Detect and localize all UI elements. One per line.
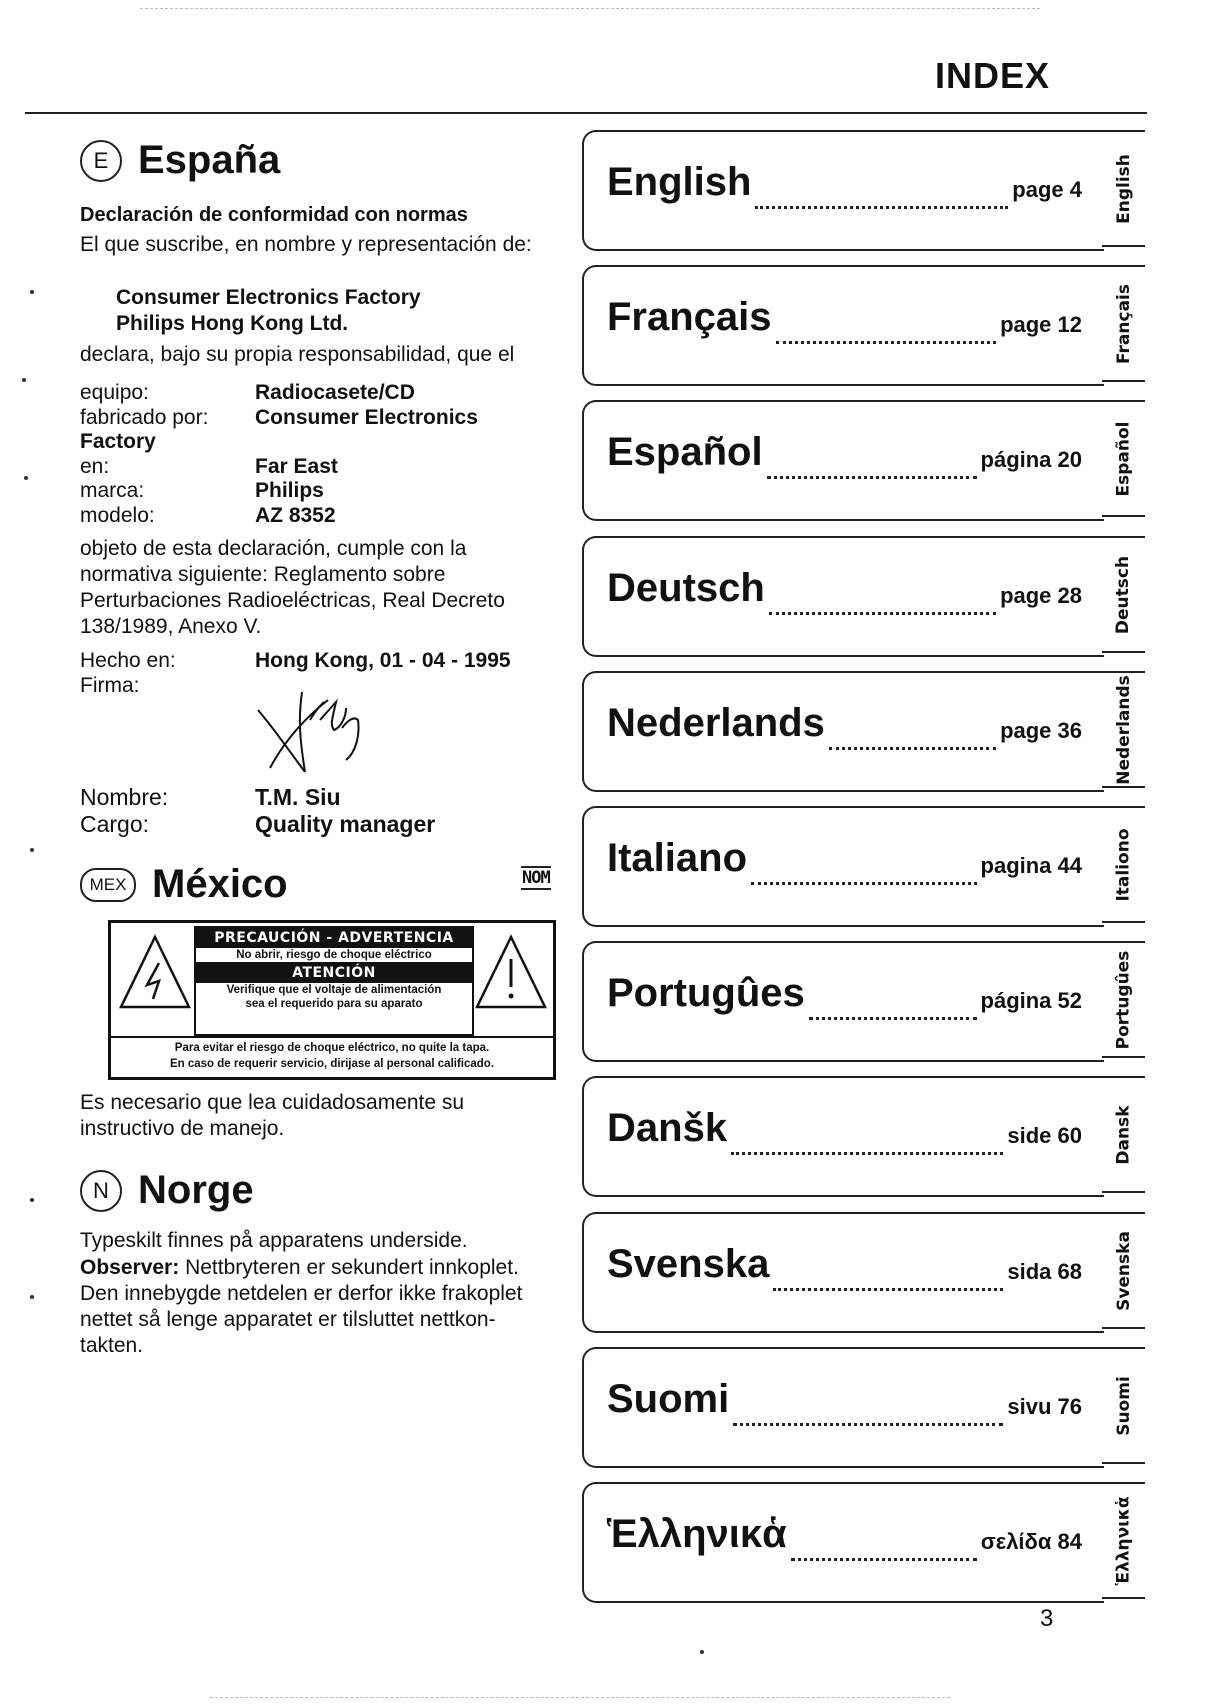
side-text: Español: [1113, 421, 1134, 496]
tab-side-label: [1102, 671, 1145, 788]
tab-leader-dots: [751, 882, 976, 885]
firma-label: Firma:: [80, 674, 140, 697]
tab-page: pagina 44: [980, 853, 1082, 878]
tab-page: σελίδα 84: [980, 1529, 1082, 1554]
language-tab[interactable]: [582, 806, 1145, 923]
scan-bottom-edge: [210, 1697, 950, 1698]
nom-mark: NOM: [522, 868, 550, 888]
spain-title: España: [138, 138, 281, 182]
field-value: Radiocasete/CD: [255, 381, 415, 404]
language-tab[interactable]: [582, 671, 1145, 788]
scan-speck: [30, 1198, 34, 1202]
tab-leader-dots: [755, 206, 1008, 209]
nombre-value: T.M. Siu: [255, 784, 341, 810]
tab-page: página 20: [980, 447, 1082, 472]
side-text: Deutsch: [1113, 555, 1134, 634]
mexico-text: Es necesario que lea cuidadosamente su instructivo de manejo.: [80, 1091, 465, 1140]
spain-company-line1: Consumer Electronics Factory: [116, 286, 421, 309]
spain-heading: [80, 138, 280, 183]
tab-language: Danšk: [607, 1106, 728, 1150]
tab-leader-dots: [731, 1152, 1003, 1155]
observer-label: Observer:: [80, 1256, 180, 1279]
country-badge-mex: MEX: [80, 868, 136, 902]
shock-warning-icon: [117, 933, 193, 1013]
tab-leader-dots: [776, 341, 997, 344]
side-text: Svenska: [1113, 1230, 1134, 1311]
tab-page: page 12: [1000, 312, 1082, 337]
tab-page: sivu 76: [1007, 1394, 1082, 1419]
header-rule: [25, 112, 1147, 114]
tab-page: page 28: [1000, 583, 1082, 608]
tab-page: página 52: [980, 988, 1082, 1013]
mexico-title: México: [152, 862, 288, 906]
field-label: marca:: [80, 479, 145, 502]
spain-objeto: objeto de esta declaración, cumple con la normativa siguiente: Reglamento sobre Perturbaciones Radioeléctricas, Real Decreto 138/1989, Anexo V.: [80, 537, 505, 638]
tab-leader-dots: [791, 1558, 977, 1561]
language-tab[interactable]: [582, 536, 1145, 653]
field-label: Factory: [80, 430, 156, 453]
tab-leader-dots: [769, 612, 996, 615]
scan-speck: [30, 1295, 34, 1299]
spain-declaration-heading: Declaración de conformidad con normas: [80, 204, 468, 226]
scan-speck: [22, 378, 26, 382]
cargo-label: Cargo:: [80, 811, 150, 837]
tab-page: sida 68: [1007, 1259, 1082, 1284]
tab-language: Español: [607, 430, 763, 474]
side-text: English: [1113, 153, 1134, 224]
norway-heading: [80, 1168, 254, 1213]
warning-line2: Verifique que el voltaje de alimentación: [226, 984, 442, 996]
tab-language: Italiano: [607, 836, 748, 880]
language-tab[interactable]: [582, 130, 1145, 247]
spain-intro: El que suscribe, en nombre y representación de:: [80, 233, 532, 256]
tab-leader-dots: [829, 747, 996, 750]
tab-language: Ἑλληνικἁ: [607, 1512, 787, 1556]
tab-language: English: [607, 160, 752, 204]
tab-language: Suomi: [607, 1377, 730, 1421]
warning-foot2: En caso de requerir servicio, dirijase al personal calificado.: [169, 1058, 495, 1070]
hecho-value: Hong Kong, 01 - 04 - 1995: [255, 649, 511, 672]
language-tab[interactable]: [582, 1076, 1145, 1193]
scan-speck: [700, 1650, 704, 1654]
warning-band-precaucion: PRECAUCIÓN - ADVERTENCIA: [196, 928, 472, 948]
tab-side-label: [1102, 1347, 1145, 1464]
warning-foot1: Para evitar el riesgo de choque eléctrico, no quite la tapa.: [174, 1042, 490, 1054]
tab-side-label: [1102, 536, 1145, 653]
tab-side-label: [1102, 941, 1145, 1058]
side-text: Dansk: [1113, 1104, 1134, 1165]
tab-side-label: [1102, 806, 1145, 923]
field-label: fabricado por:: [80, 405, 209, 429]
tab-leader-dots: [733, 1423, 1003, 1426]
tab-page: page 4: [1012, 177, 1082, 202]
page-title: INDEX: [935, 55, 1051, 96]
side-text: Italiono: [1113, 827, 1134, 902]
spain-company-line2: Philips Hong Kong Ltd.: [116, 312, 349, 335]
tab-language: Portugûes: [607, 971, 805, 1015]
tab-language: Svenska: [607, 1242, 770, 1286]
scan-speck: [30, 848, 34, 852]
warning-center: [194, 926, 474, 1036]
language-tab[interactable]: [582, 400, 1145, 517]
field-value: Philips: [255, 479, 324, 502]
tab-side-label: [1102, 265, 1145, 382]
tab-language: Français: [607, 295, 772, 339]
tab-language: Nederlands: [607, 701, 825, 745]
observer-text: Nettbryteren er sekundert innkoplet. Den innebygde netdelen er derfor ikke frakoplet nettet så lenge apparatet er tilsluttet nettkon-takten.: [80, 1256, 523, 1357]
mexico-heading: [80, 862, 288, 907]
cargo-value: Quality manager: [255, 811, 436, 837]
norway-title: Norge: [138, 1168, 254, 1212]
warning-line1: No abrir, riesgo de choque eléctrico: [196, 948, 472, 963]
side-text: Portugûes: [1113, 950, 1134, 1049]
tab-side-label: [1102, 1076, 1145, 1193]
country-badge-e: E: [80, 140, 122, 182]
nombre-label: Nombre:: [80, 784, 169, 810]
field-label: equipo:: [80, 381, 149, 404]
scan-top-edge: [140, 8, 1040, 9]
field-value: Consumer Electronics: [255, 405, 478, 429]
tab-leader-dots: [773, 1288, 1003, 1291]
tab-side-label: [1102, 400, 1145, 517]
tab-side-label: [1102, 130, 1145, 247]
tab-side-label: [1102, 1482, 1145, 1599]
field-label: en:: [80, 454, 110, 478]
language-tab[interactable]: [582, 1482, 1145, 1599]
tab-language: Deutsch: [607, 566, 765, 610]
side-text: Ἑλληνικἁ: [1113, 1495, 1134, 1586]
language-tab[interactable]: [582, 1347, 1145, 1464]
field-label: modelo:: [80, 503, 155, 527]
field-value: AZ 8352: [255, 503, 336, 527]
tab-page: page 36: [1000, 718, 1082, 743]
tab-page: side 60: [1007, 1123, 1082, 1148]
warning-footer: [111, 1036, 553, 1072]
side-text: Suomi: [1113, 1375, 1134, 1436]
warning-line3: sea el requerido para su aparato: [245, 998, 423, 1010]
spain-declara: declara, bajo su propia responsabilidad, que el: [80, 343, 515, 366]
side-text: Français: [1113, 283, 1134, 364]
side-text: Nederlands: [1113, 674, 1134, 785]
language-tab[interactable]: [582, 941, 1145, 1058]
country-badge-n: N: [80, 1170, 122, 1212]
tab-leader-dots: [809, 1017, 977, 1020]
language-tab[interactable]: [582, 1212, 1145, 1329]
tab-leader-dots: [767, 476, 977, 479]
field-value: Far East: [255, 454, 338, 478]
exclamation-warning-icon: [473, 933, 549, 1013]
norway-line1: Typeskilt finnes på apparatens underside.: [80, 1229, 468, 1252]
tab-side-label: [1102, 1212, 1145, 1329]
scan-speck: [30, 290, 34, 294]
norway-observer: [80, 1255, 550, 1359]
scan-speck: [24, 476, 28, 480]
hecho-label: Hecho en:: [80, 649, 176, 672]
warning-band-atencion: ATENCIÓN: [196, 963, 472, 983]
language-tab[interactable]: [582, 265, 1145, 382]
warning-label: [108, 920, 556, 1080]
page-number: 3: [1040, 1605, 1054, 1632]
signature: [250, 680, 380, 780]
